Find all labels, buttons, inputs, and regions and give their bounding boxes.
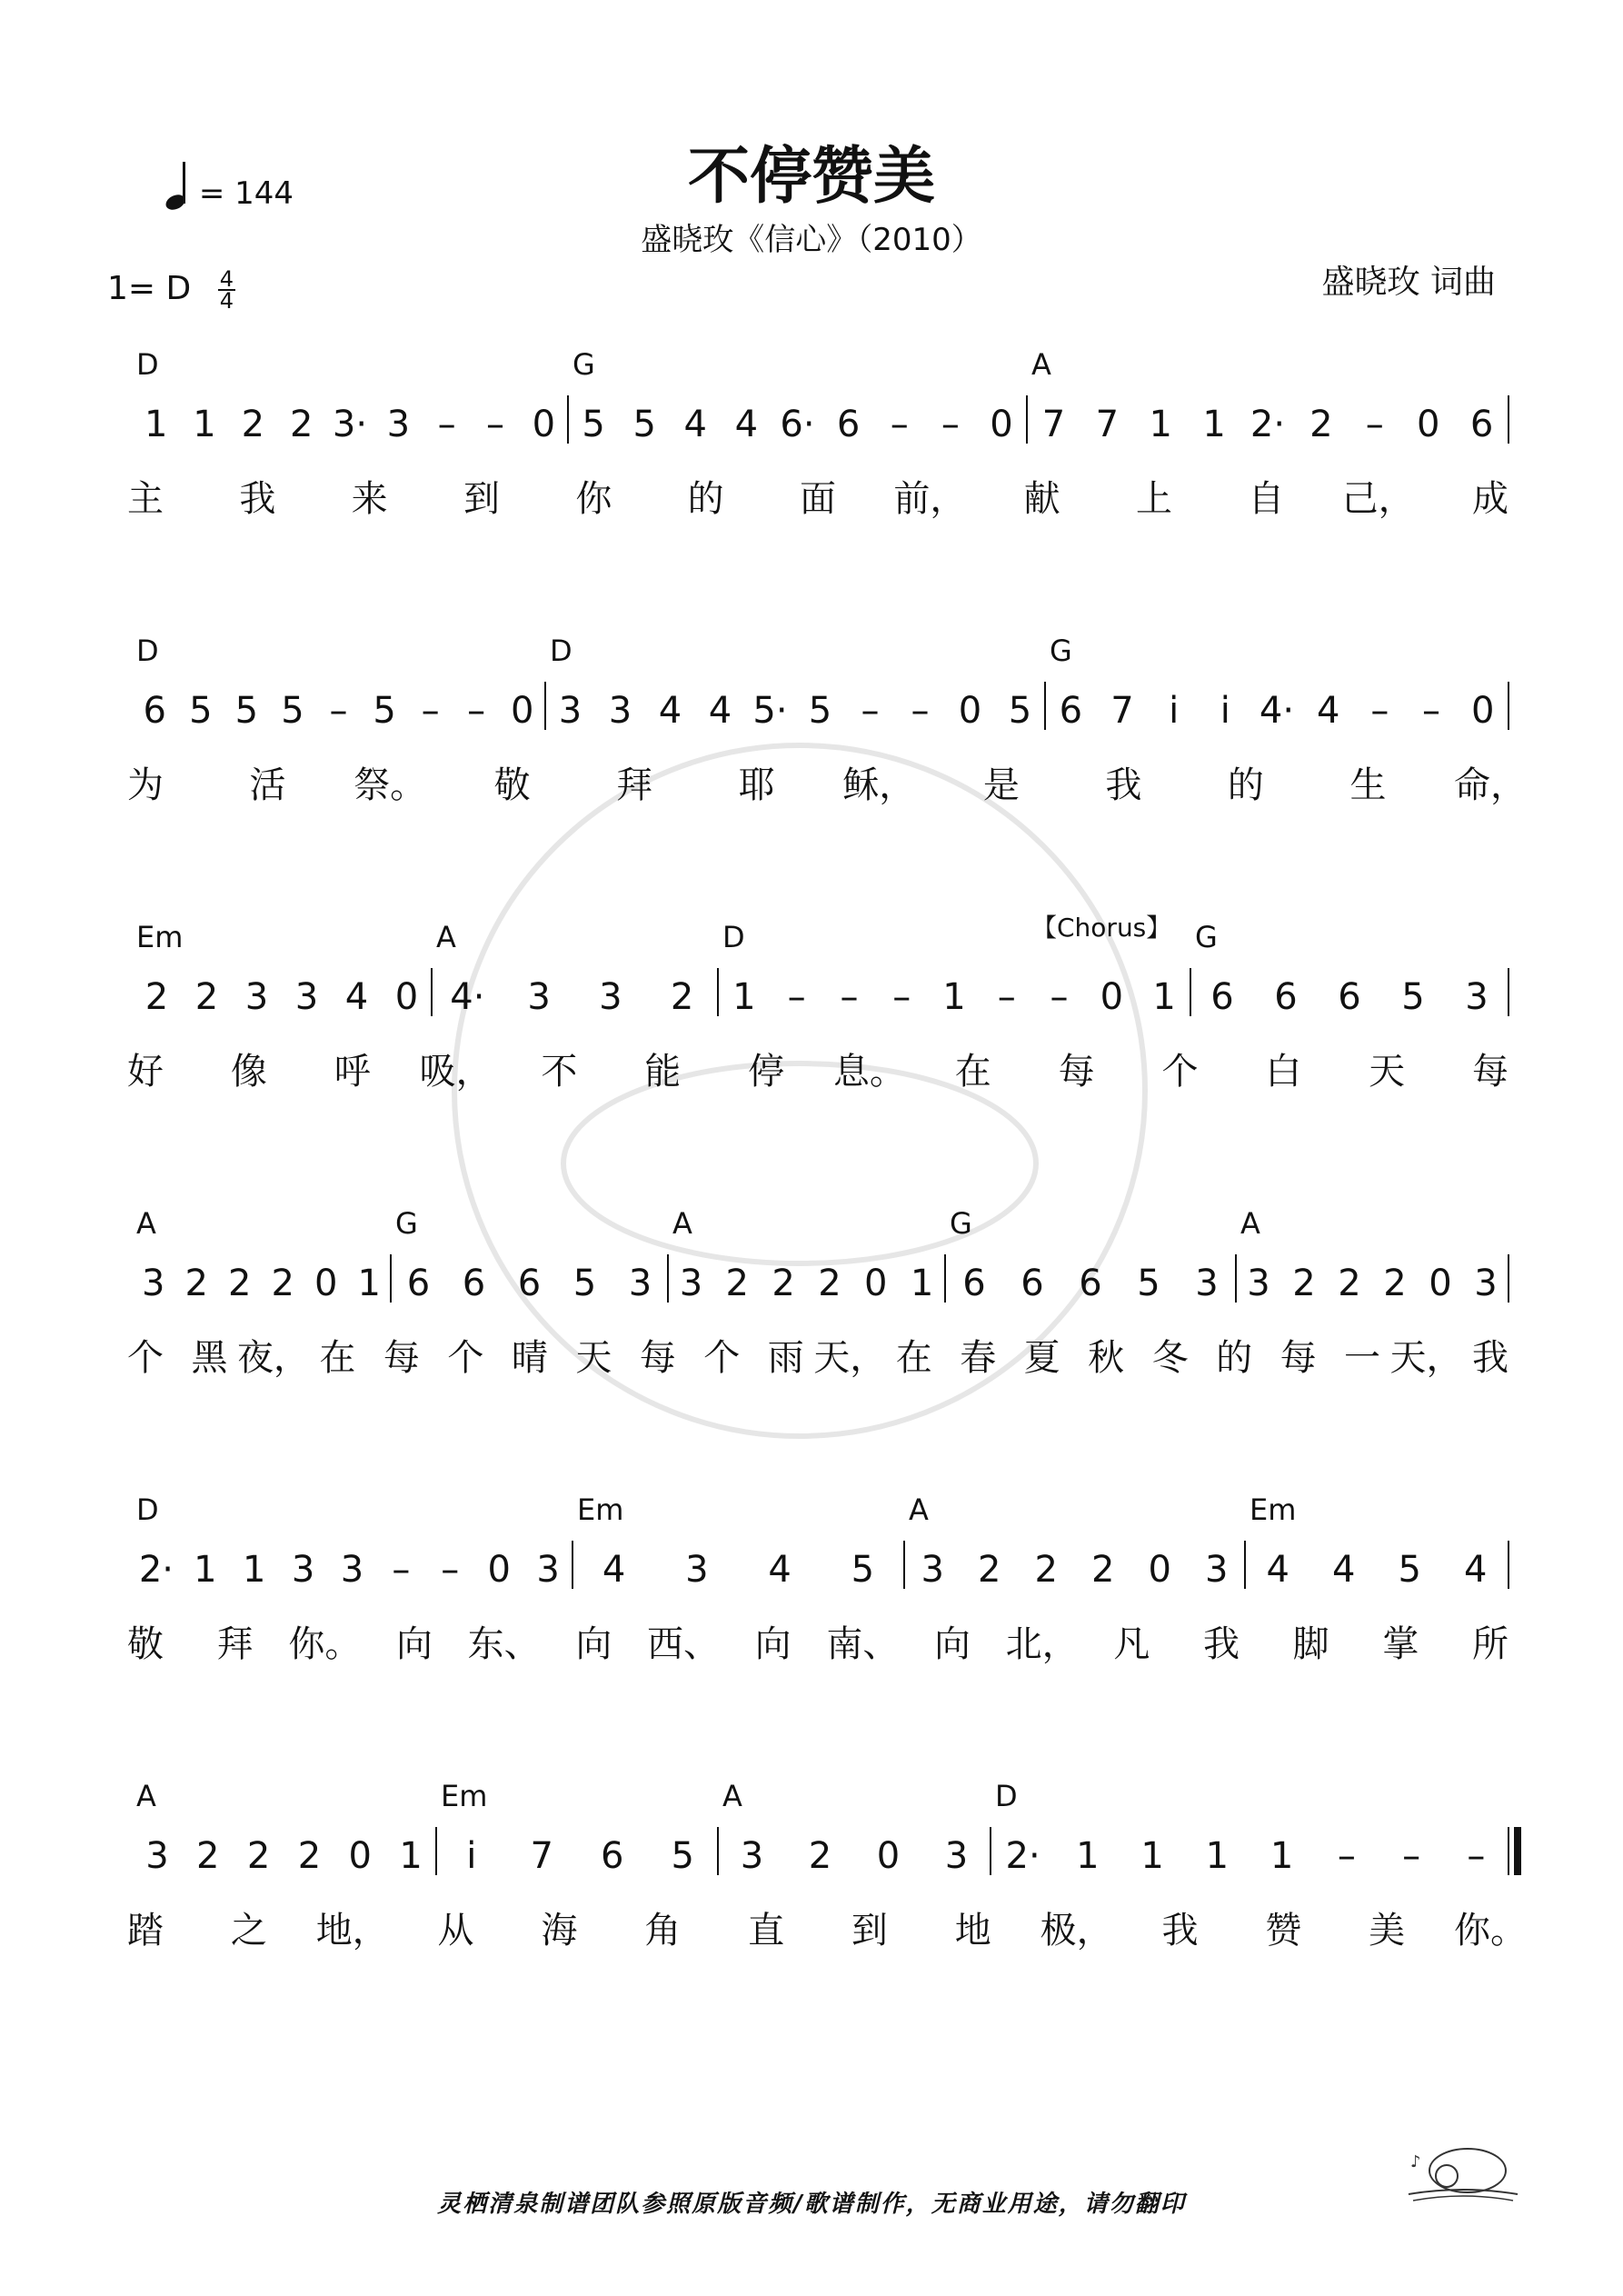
lyric: 好: [127, 1051, 164, 1093]
sheep-logo: [1390, 2141, 1527, 2205]
svg-text:♪: ♪: [1410, 2152, 1421, 2171]
note: 2: [1338, 1263, 1361, 1304]
lyric: 从: [437, 1910, 474, 1952]
lyric: 向: [575, 1623, 612, 1665]
lyric: 每: [639, 1337, 676, 1379]
note: 2: [1309, 404, 1333, 445]
note: 6: [601, 1835, 624, 1877]
note: 2: [1034, 1549, 1058, 1591]
note: 0: [1470, 690, 1495, 732]
note: –: [1467, 1835, 1486, 1877]
lyric: 不: [541, 1051, 578, 1093]
note: 4: [1266, 1549, 1289, 1591]
lyric: 我: [1161, 1910, 1199, 1952]
note: 3: [599, 976, 622, 1018]
note: 1: [1140, 1835, 1164, 1877]
chord-symbol: A: [1031, 347, 1051, 382]
chord-symbol: A: [1240, 1206, 1260, 1241]
lyric: 夏: [1023, 1337, 1060, 1379]
note: 3: [628, 1263, 652, 1304]
note: 0: [1429, 1263, 1452, 1304]
lyric: 向: [396, 1623, 433, 1665]
note: 3: [527, 976, 551, 1018]
note: –: [486, 404, 504, 445]
note: 3: [291, 1549, 315, 1591]
note: 5: [573, 1263, 597, 1304]
note: 5: [582, 404, 605, 445]
lyric: 所: [1472, 1623, 1508, 1665]
note: 3: [740, 1835, 764, 1877]
lyric: 北，: [1005, 1623, 1079, 1665]
note: 6: [1079, 1263, 1102, 1304]
note: 3: [558, 690, 582, 732]
lyric: 个: [447, 1337, 484, 1379]
lyric: 晴: [511, 1337, 548, 1379]
note: 2: [1292, 1263, 1316, 1304]
note: 3·: [332, 404, 368, 445]
note: 5: [1137, 1263, 1160, 1304]
note: 6·: [780, 404, 815, 445]
note: 2: [246, 1835, 271, 1877]
lyric: 你。: [1454, 1910, 1527, 1952]
note: –: [861, 690, 880, 732]
note: –: [1370, 690, 1389, 732]
note: 5: [373, 690, 396, 732]
lyric: 前，: [893, 478, 967, 520]
lyric: 献: [1023, 478, 1060, 520]
lyric: 为: [127, 764, 164, 806]
note: 0: [990, 404, 1013, 445]
note: 0: [876, 1835, 901, 1877]
note: 2: [808, 1835, 832, 1877]
note: 1: [242, 1549, 266, 1591]
lyric: 个: [127, 1337, 164, 1379]
lyric: 你: [575, 478, 612, 520]
note: 6: [1338, 976, 1361, 1018]
note: 3: [536, 1549, 560, 1591]
lyric: 祭。: [353, 764, 427, 806]
note: 4: [734, 404, 759, 445]
lyric: 的: [1227, 764, 1264, 806]
lyric: 天: [575, 1337, 612, 1379]
lyric: 凡: [1113, 1623, 1150, 1665]
note: i: [1169, 690, 1180, 732]
lyric: 个: [703, 1337, 741, 1379]
note: 6: [143, 690, 167, 732]
note: 3: [244, 976, 269, 1018]
lyric: 踏: [127, 1910, 164, 1952]
chord-symbol: D: [550, 634, 573, 668]
note: 3: [685, 1549, 709, 1591]
note: 3: [340, 1549, 364, 1591]
note: 1: [910, 1263, 934, 1304]
note: 5·: [752, 690, 788, 732]
lyric: 美: [1369, 1910, 1406, 1952]
note: 6: [462, 1263, 486, 1304]
note: 4: [1464, 1549, 1488, 1591]
note: 2: [289, 404, 314, 445]
note: 3: [1205, 1549, 1229, 1591]
note: 7: [1110, 690, 1134, 732]
note: 3: [1247, 1263, 1270, 1304]
note: 2: [818, 1263, 841, 1304]
note: –: [1422, 690, 1440, 732]
note: 2: [194, 976, 219, 1018]
lyric: 之: [230, 1910, 267, 1952]
note: 2: [772, 1263, 795, 1304]
note: –: [1337, 1835, 1356, 1877]
note: 5: [671, 1835, 694, 1877]
note: 0: [314, 1263, 338, 1304]
chord-symbol: Em: [441, 1779, 488, 1813]
note: 6: [1210, 976, 1234, 1018]
note: 1: [732, 976, 756, 1018]
note: –: [1365, 404, 1384, 445]
lyric: 己，: [1341, 478, 1415, 520]
chord-symbol: Em: [577, 1492, 624, 1527]
note: 3: [944, 1835, 969, 1877]
note: 1: [194, 1549, 217, 1591]
note: 1: [399, 1835, 423, 1877]
lyric: 赞: [1265, 1910, 1302, 1952]
lyric: 到: [463, 478, 500, 520]
note: 0: [348, 1835, 372, 1877]
note: –: [437, 404, 456, 445]
note: 1: [357, 1263, 381, 1304]
note: 2: [297, 1835, 322, 1877]
note: –: [941, 404, 960, 445]
note: 6: [517, 1263, 542, 1304]
key-value: 1= D: [107, 270, 192, 307]
lyric: 地: [954, 1910, 991, 1952]
chord-symbol: A: [909, 1492, 929, 1527]
note: 5: [234, 690, 259, 732]
lyric: 向: [934, 1623, 971, 1665]
chorus-label: 【Chorus】: [1031, 913, 1172, 943]
note: 3: [921, 1549, 944, 1591]
chord-symbol: G: [1195, 920, 1218, 954]
lyric: 脚: [1292, 1623, 1329, 1665]
lyric: 个: [1161, 1051, 1199, 1093]
lyric: 敬: [493, 764, 531, 806]
lyric: 春: [960, 1337, 997, 1379]
lyric: 角: [644, 1910, 682, 1952]
chord-symbol: A: [136, 1779, 156, 1813]
chord-symbol: G: [573, 347, 595, 382]
lyric: 来: [351, 478, 388, 520]
note: 3: [1474, 1263, 1498, 1304]
note: 1: [1152, 976, 1176, 1018]
note: 0: [487, 1549, 511, 1591]
lyric: 的: [687, 478, 724, 520]
lyric: 冬: [1151, 1337, 1189, 1379]
note: –: [329, 690, 348, 732]
lyric: 直: [748, 1910, 785, 1952]
note: 5: [1398, 1549, 1421, 1591]
note: 2: [196, 1835, 220, 1877]
lyric: 你。: [288, 1623, 362, 1665]
note: 2: [228, 1263, 252, 1304]
lyric: 向: [754, 1623, 792, 1665]
note: 3: [1195, 1263, 1219, 1304]
lyric: 生: [1349, 764, 1387, 806]
lyric: 天: [1369, 1051, 1406, 1093]
note: 2: [1383, 1263, 1407, 1304]
note: 4·: [450, 976, 485, 1018]
note: –: [467, 690, 486, 732]
note: 5: [281, 690, 304, 732]
note: 7: [1041, 404, 1066, 445]
lyric: 敬: [127, 1623, 164, 1665]
note: 6: [1469, 404, 1494, 445]
chord-symbol: G: [395, 1206, 418, 1241]
lyric: 每: [1279, 1337, 1317, 1379]
lyric: 天，: [813, 1337, 887, 1379]
lyric: 到: [851, 1910, 888, 1952]
lyric: 我: [1203, 1623, 1240, 1665]
note: 6: [1059, 690, 1083, 732]
note: 0: [1148, 1549, 1171, 1591]
note: 2: [1091, 1549, 1115, 1591]
lyric: 拜: [616, 764, 653, 806]
lyric: 息。: [832, 1051, 906, 1093]
note: –: [840, 976, 859, 1018]
note: –: [441, 1549, 460, 1591]
chord-symbol: D: [136, 1492, 159, 1527]
lyric: 成: [1472, 478, 1508, 520]
chord-symbol: A: [722, 1779, 742, 1813]
time-signature-numerator: 4: [219, 266, 234, 292]
note: 0: [1100, 976, 1124, 1018]
note: 1: [1202, 404, 1226, 445]
chord-symbol: D: [136, 347, 159, 382]
lyric: 停: [748, 1051, 785, 1093]
note: 4·: [1259, 690, 1295, 732]
note: 4: [344, 976, 369, 1018]
note: 2: [725, 1263, 749, 1304]
chord-symbol: G: [950, 1206, 972, 1241]
note: 4: [1316, 690, 1340, 732]
note: 7: [1095, 404, 1120, 445]
lyric: 上: [1136, 478, 1172, 520]
note: 4: [1332, 1549, 1356, 1591]
note: 4: [708, 690, 732, 732]
note: 6: [1021, 1263, 1044, 1304]
lyric: 白: [1265, 1051, 1302, 1093]
note: 5: [851, 1549, 875, 1591]
lyric: 像: [230, 1051, 267, 1093]
lyric: 能: [644, 1051, 682, 1093]
lyric: 夜，: [236, 1337, 310, 1379]
note: –: [997, 976, 1016, 1018]
chord-symbol: D: [136, 634, 159, 668]
time-signature-denominator: 4: [219, 288, 234, 314]
note: i: [466, 1835, 477, 1877]
lyric: 每: [383, 1337, 420, 1379]
lyric: 自: [1248, 478, 1285, 520]
note: –: [1402, 1835, 1421, 1877]
lyric: 在: [895, 1337, 932, 1379]
note: 3: [1465, 976, 1489, 1018]
lyric: 西、: [647, 1623, 720, 1665]
note: 5: [808, 690, 832, 732]
chord-symbol: G: [1050, 634, 1072, 668]
lyric: 我: [239, 478, 276, 520]
note: i: [1220, 690, 1230, 732]
lyric: 掌: [1382, 1623, 1419, 1665]
note: 3: [386, 404, 411, 445]
chord-symbol: D: [995, 1779, 1018, 1813]
note: 3: [679, 1263, 703, 1304]
note: 1: [942, 976, 966, 1018]
note: 1: [1205, 1835, 1230, 1877]
note: 3: [608, 690, 632, 732]
lyric: 命，: [1454, 764, 1527, 806]
note: 2: [144, 976, 169, 1018]
chord-symbol: Em: [136, 920, 184, 954]
note: 6: [1274, 976, 1298, 1018]
note: –: [1050, 976, 1069, 1018]
note: 4: [768, 1549, 792, 1591]
note: –: [890, 404, 909, 445]
note: 0: [958, 690, 982, 732]
composer-credit: 盛晓玫 词曲: [1321, 264, 1496, 301]
note: 1: [1149, 404, 1172, 445]
note: 7: [530, 1835, 553, 1877]
note: 5: [189, 690, 213, 732]
note: 1: [1076, 1835, 1100, 1877]
note: 5: [1401, 976, 1425, 1018]
note: 1: [193, 404, 216, 445]
note: 3: [294, 976, 319, 1018]
note: –: [392, 1549, 411, 1591]
note: –: [421, 690, 440, 732]
lyric: 地，: [315, 1910, 389, 1952]
note: –: [911, 690, 930, 732]
chord-symbol: A: [136, 1206, 156, 1241]
note: 4: [683, 404, 708, 445]
lyric: 海: [541, 1910, 578, 1952]
lyric: 主: [127, 478, 164, 520]
note: 0: [510, 690, 534, 732]
note: 2·: [1250, 404, 1286, 445]
lyric: 活: [249, 764, 286, 806]
note: 3: [142, 1263, 165, 1304]
note: 4: [658, 690, 682, 732]
lyric: 耶: [738, 764, 775, 806]
note: –: [787, 976, 806, 1018]
chord-symbol: D: [722, 920, 745, 954]
lyric: 天，: [1389, 1337, 1463, 1379]
footer-note: 灵栖清泉制谱团队参照原版音频/歌谱制作，无商业用途，请勿翻印: [437, 2191, 1186, 2218]
lyric: 一: [1344, 1337, 1381, 1379]
lyric: 我: [1472, 1337, 1508, 1379]
lyric: 我: [1105, 764, 1142, 806]
note: 3: [145, 1835, 169, 1877]
song-subtitle: 盛晓玫《信心》（2010）: [641, 222, 982, 258]
lyric: 拜: [216, 1623, 254, 1665]
note: 1: [144, 404, 168, 445]
lyric: 在: [319, 1337, 356, 1379]
note: 4: [602, 1549, 626, 1591]
lyric: 极，: [1040, 1910, 1113, 1952]
lyric: 东、: [467, 1623, 541, 1665]
chord-symbol: Em: [1250, 1492, 1297, 1527]
tempo-value: = 144: [198, 175, 294, 212]
song-title: 不停赞美: [687, 141, 935, 213]
note: 0: [394, 976, 419, 1018]
note: 2: [271, 1263, 294, 1304]
lyric: 吸，: [419, 1051, 493, 1093]
note: 1: [1270, 1835, 1294, 1877]
lyric: 雨: [767, 1337, 804, 1379]
note: 0: [1416, 404, 1440, 445]
lyric: 黑: [191, 1337, 228, 1379]
lyric: 南、: [826, 1623, 900, 1665]
chord-symbol: A: [436, 920, 456, 954]
note: 0: [532, 404, 556, 445]
lyric: 呼: [334, 1051, 371, 1093]
lyric: 的: [1216, 1337, 1253, 1379]
note: 2: [978, 1549, 1001, 1591]
lyric: 是: [982, 764, 1020, 806]
chord-symbol: A: [672, 1206, 692, 1241]
note: –: [892, 976, 911, 1018]
note: 5: [632, 404, 656, 445]
note: 2: [670, 976, 694, 1018]
lyric: 在: [954, 1051, 991, 1093]
note: 0: [864, 1263, 888, 1304]
lyric: 秋: [1088, 1337, 1125, 1379]
note: 6: [962, 1263, 986, 1304]
note: 5: [1008, 690, 1032, 732]
note: 2: [184, 1263, 208, 1304]
lyric: 稣，: [842, 764, 916, 806]
note: 2·: [138, 1549, 174, 1591]
final-barline: [1514, 1827, 1521, 1875]
lyric: 每: [1058, 1051, 1095, 1093]
note: 2: [241, 404, 265, 445]
note: 6: [406, 1263, 431, 1304]
note: 6: [836, 404, 861, 445]
note: 2·: [1005, 1835, 1041, 1877]
lyric: 面: [800, 478, 836, 520]
lyric: 每: [1472, 1051, 1508, 1093]
